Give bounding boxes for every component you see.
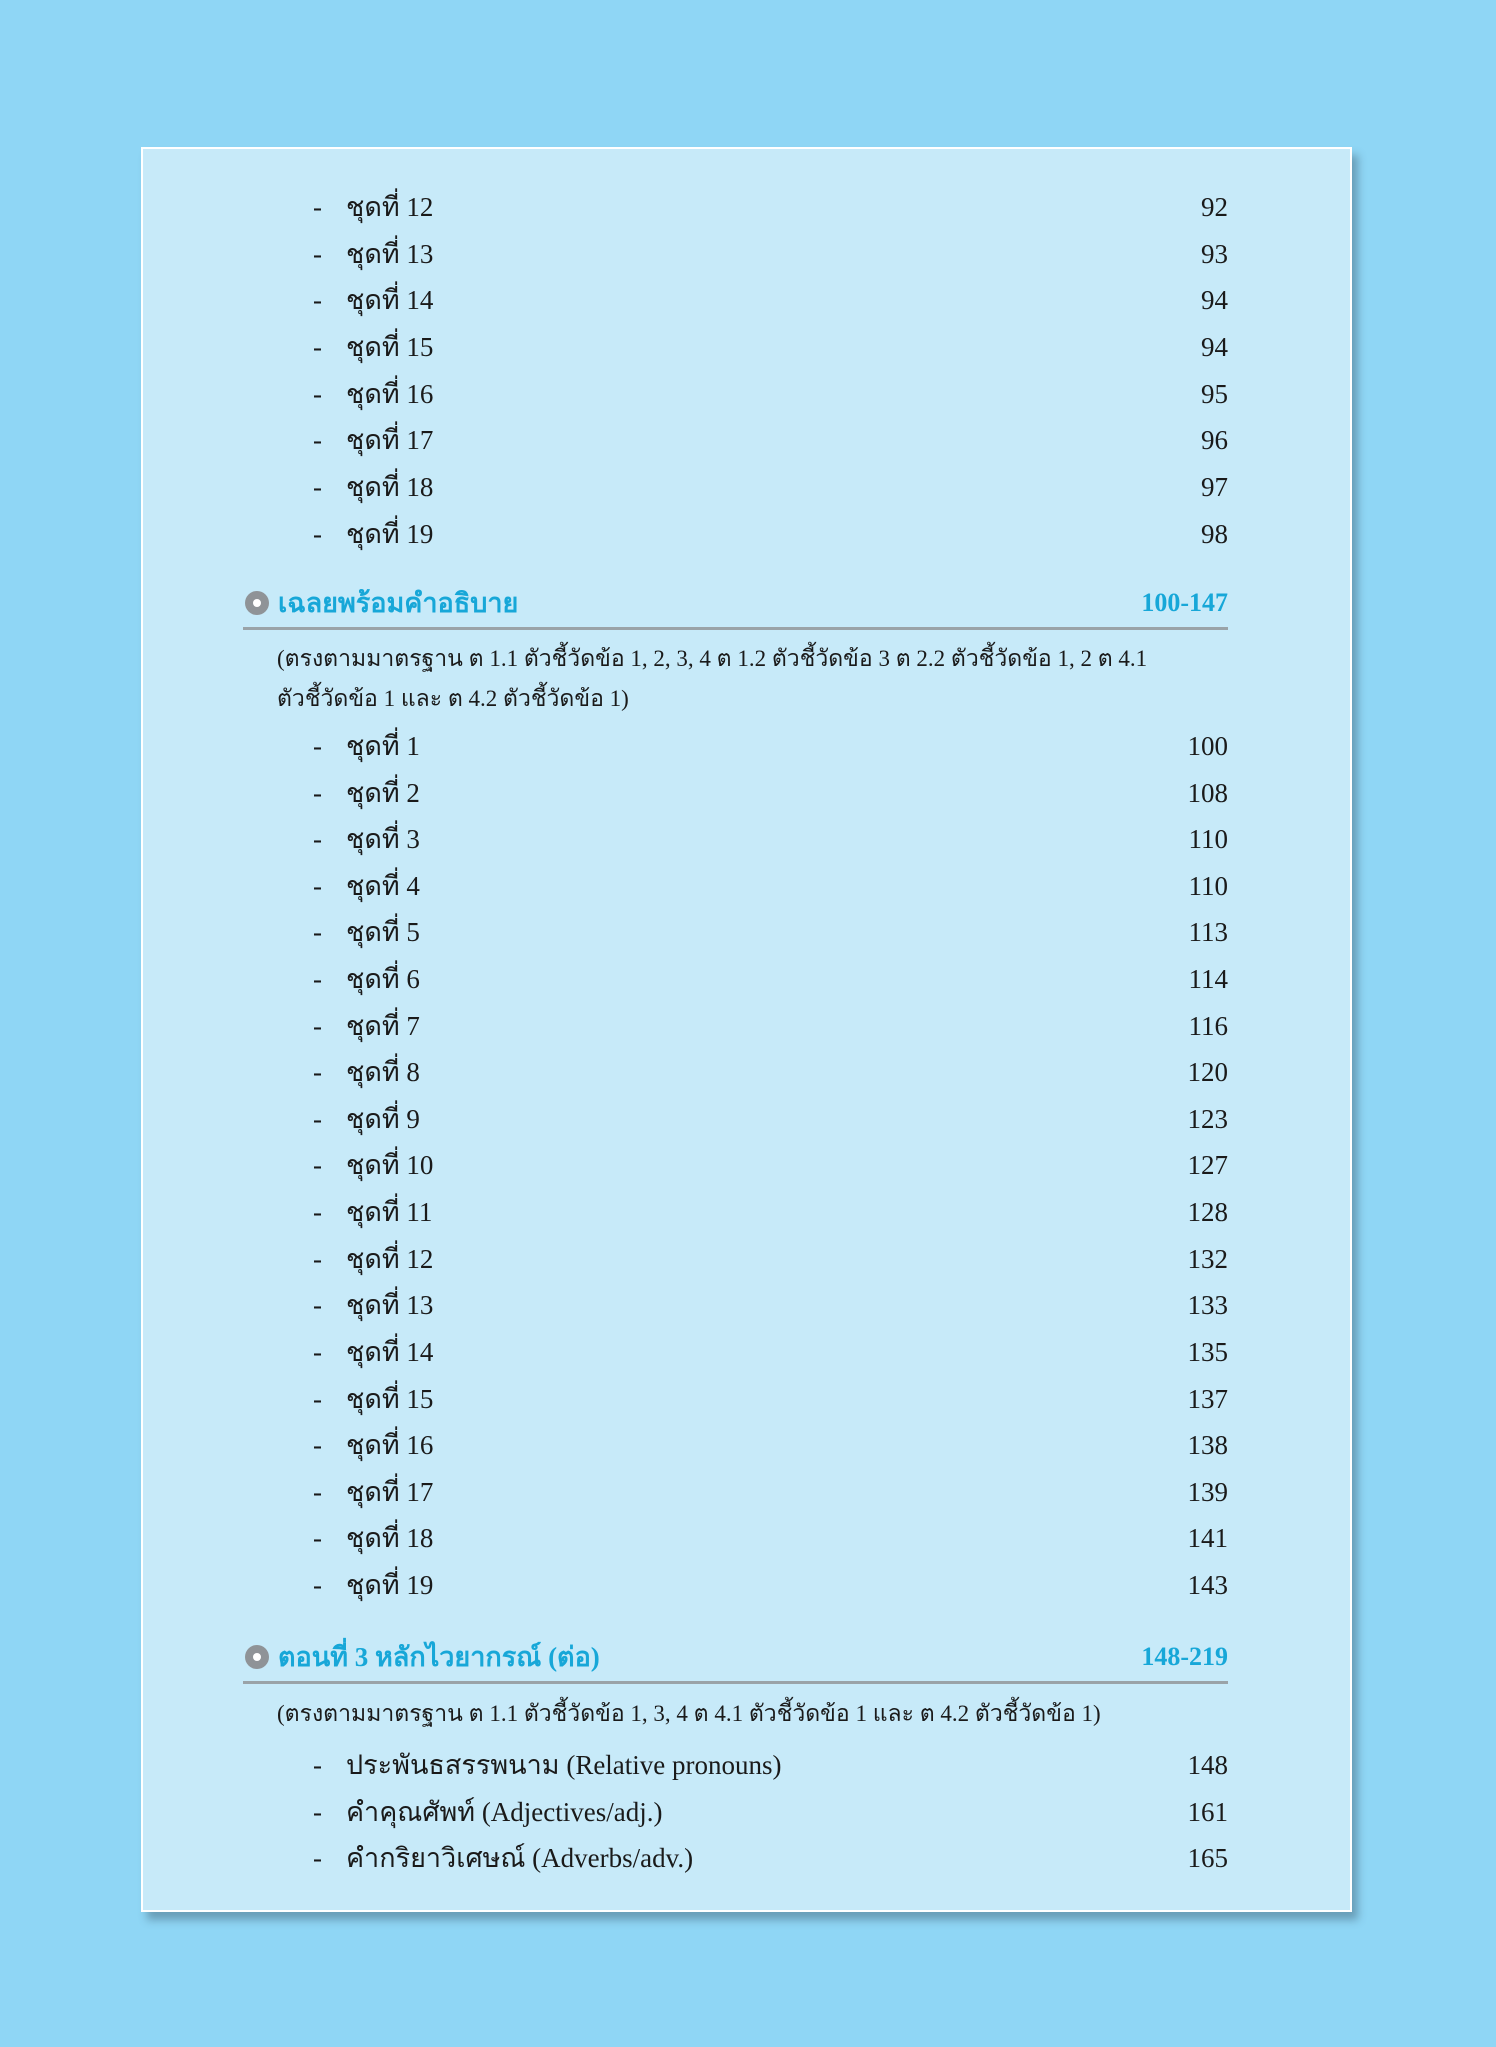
toc-item-label: ประพันธสรรพนาม (Relative pronouns) [346,1750,782,1780]
circle-bullet-icon [245,1645,269,1669]
toc-item-label: ชุดที่ 11 [346,1197,433,1227]
toc-item[interactable] [313,1285,1228,1325]
list-dash: - [313,519,322,549]
toc-item[interactable] [313,912,1228,952]
list-dash: - [313,1843,322,1873]
list-dash: - [313,917,322,947]
toc-item-page: 137 [1187,1384,1228,1414]
toc-item[interactable] [313,467,1228,507]
toc-item[interactable] [313,234,1228,274]
toc-item[interactable] [313,726,1228,766]
toc-item[interactable] [313,514,1228,554]
section-note: ตัวชี้วัดข้อ 1 และ ต 4.2 ตัวชี้วัดข้อ 1) [277,686,629,711]
toc-item[interactable] [313,819,1228,859]
toc-item-label: ชุดที่ 7 [346,1011,420,1041]
toc-item-label: ชุดที่ 16 [346,379,434,409]
list-dash: - [313,1290,322,1320]
list-dash: - [313,425,322,455]
list-dash: - [313,871,322,901]
list-dash: - [313,1011,322,1041]
toc-item-page: 100 [1187,731,1228,761]
toc-item-label: ชุดที่ 3 [346,824,420,854]
toc-item-label: ชุดที่ 18 [346,472,434,502]
toc-item-label: ชุดที่ 19 [346,519,434,549]
list-dash: - [313,192,322,222]
list-dash: - [313,472,322,502]
document-page [141,147,1352,1912]
toc-item[interactable] [313,1192,1228,1232]
list-dash: - [313,379,322,409]
toc-item-label: ชุดที่ 6 [346,964,420,994]
list-dash: - [313,1197,322,1227]
list-dash: - [313,332,322,362]
toc-item-label: ชุดที่ 12 [346,192,434,222]
toc-item-label: ชุดที่ 10 [346,1150,434,1180]
toc-item-page: 110 [1188,871,1228,901]
list-dash: - [313,1570,322,1600]
toc-item-label: ชุดที่ 15 [346,1384,434,1414]
toc-item-page: 132 [1187,1244,1228,1274]
toc-item-label: ชุดที่ 12 [346,1244,434,1274]
toc-item[interactable] [313,773,1228,813]
list-dash: - [313,1150,322,1180]
list-dash: - [313,239,322,269]
toc-item-page: 139 [1187,1477,1228,1507]
list-dash: - [313,1750,322,1780]
toc-item[interactable] [313,1006,1228,1046]
toc-item[interactable] [313,1745,1228,1785]
toc-item-label: ชุดที่ 15 [346,332,434,362]
toc-item[interactable] [313,1425,1228,1465]
toc-item[interactable] [313,866,1228,906]
toc-item[interactable] [313,959,1228,999]
toc-item-label: ชุดที่ 13 [346,239,434,269]
list-dash: - [313,1337,322,1367]
toc-item-page: 143 [1187,1570,1228,1600]
toc-item[interactable] [313,1792,1228,1832]
toc-item-page: 127 [1187,1150,1228,1180]
toc-item-label: ชุดที่ 14 [346,285,434,315]
toc-item-page: 110 [1188,824,1228,854]
toc-item-label: ชุดที่ 18 [346,1523,434,1553]
toc-item[interactable] [313,420,1228,460]
section-page-range: 100-147 [1141,588,1228,617]
toc-item-page: 138 [1187,1430,1228,1460]
section-header-answers[interactable] [243,583,1228,630]
toc-item-label: ชุดที่ 2 [346,778,420,808]
toc-item-label: ชุดที่ 8 [346,1057,420,1087]
toc-item-label: ชุดที่ 16 [346,1430,434,1460]
toc-item[interactable] [313,1332,1228,1372]
list-dash: - [313,731,322,761]
toc-item-label: ชุดที่ 13 [346,1290,434,1320]
toc-item-page: 93 [1201,239,1228,269]
list-dash: - [313,1523,322,1553]
section-title: เฉลยพร้อมคำอธิบาย [278,588,519,618]
toc-item-label: ชุดที่ 4 [346,871,420,901]
toc-item[interactable] [313,1565,1228,1605]
list-dash: - [313,778,322,808]
toc-item-page: 94 [1201,332,1228,362]
toc-item-page: 128 [1187,1197,1228,1227]
toc-item-label: ชุดที่ 14 [346,1337,434,1367]
toc-item-label: ชุดที่ 5 [346,917,420,947]
toc-item[interactable] [313,1052,1228,1092]
toc-item[interactable] [313,280,1228,320]
toc-item-label: คำคุณศัพท์ (Adjectives/adj.) [346,1797,663,1827]
toc-item-page: 148 [1187,1750,1228,1780]
toc-item[interactable] [313,1099,1228,1139]
section-title: ตอนที่ 3 หลักไวยากรณ์ (ต่อ) [278,1642,600,1672]
toc-item[interactable] [313,327,1228,367]
toc-item-label: คำกริยาวิเศษณ์ (Adverbs/adv.) [346,1843,694,1873]
list-dash: - [313,824,322,854]
toc-item-page: 94 [1201,285,1228,315]
list-dash: - [313,1797,322,1827]
toc-item-page: 92 [1201,192,1228,222]
toc-item-label: ชุดที่ 9 [346,1104,420,1134]
toc-item-page: 95 [1201,379,1228,409]
section-note: (ตรงตามมาตรฐาน ต 1.1 ตัวชี้วัดข้อ 1, 2, 3, 4 ต 1.2 ตัวชี้วัดข้อ 3 ต 2.2 ตัวชี้วัดข้อ 1, 2 ต 4.1 [277,646,1148,671]
toc-item-page: 96 [1201,425,1228,455]
list-dash: - [313,1384,322,1414]
toc-item[interactable] [313,1838,1228,1878]
toc-item[interactable] [313,187,1228,227]
list-dash: - [313,1244,322,1274]
toc-item-page: 98 [1201,519,1228,549]
toc-item-page: 161 [1187,1797,1228,1827]
toc-item-page: 97 [1201,472,1228,502]
section-page-range: 148-219 [1141,1642,1228,1671]
list-dash: - [313,1057,322,1087]
section-note: (ตรงตามมาตรฐาน ต 1.1 ตัวชี้วัดข้อ 1, 3, 4 ต 4.1 ตัวชี้วัดข้อ 1 และ ต 4.2 ตัวชี้วัดข้อ 1) [277,1701,1101,1726]
toc-item-label: ชุดที่ 17 [346,425,434,455]
section-header-part3[interactable] [243,1637,1228,1684]
list-dash: - [313,1477,322,1507]
toc-item-page: 116 [1188,1011,1228,1041]
toc-item-label: ชุดที่ 19 [346,1570,434,1600]
toc-item-page: 133 [1187,1290,1228,1320]
list-dash: - [313,964,322,994]
toc-item[interactable] [313,1239,1228,1279]
list-dash: - [313,1104,322,1134]
toc-item-page: 135 [1187,1337,1228,1367]
toc-item-label: ชุดที่ 17 [346,1477,434,1507]
list-dash: - [313,1430,322,1460]
toc-item-page: 120 [1187,1057,1228,1087]
list-dash: - [313,285,322,315]
toc-item[interactable] [313,1472,1228,1512]
toc-item-page: 108 [1187,778,1228,808]
toc-item-page: 141 [1187,1523,1228,1553]
toc-item-page: 123 [1187,1104,1228,1134]
toc-item-page: 114 [1188,964,1228,994]
toc-item[interactable] [313,374,1228,414]
toc-item-page: 165 [1187,1843,1228,1873]
circle-bullet-icon [245,591,269,615]
toc-item-label: ชุดที่ 1 [346,731,420,761]
toc-item[interactable] [313,1145,1228,1185]
toc-item[interactable] [313,1518,1228,1558]
toc-item-page: 113 [1188,917,1228,947]
toc-item[interactable] [313,1379,1228,1419]
